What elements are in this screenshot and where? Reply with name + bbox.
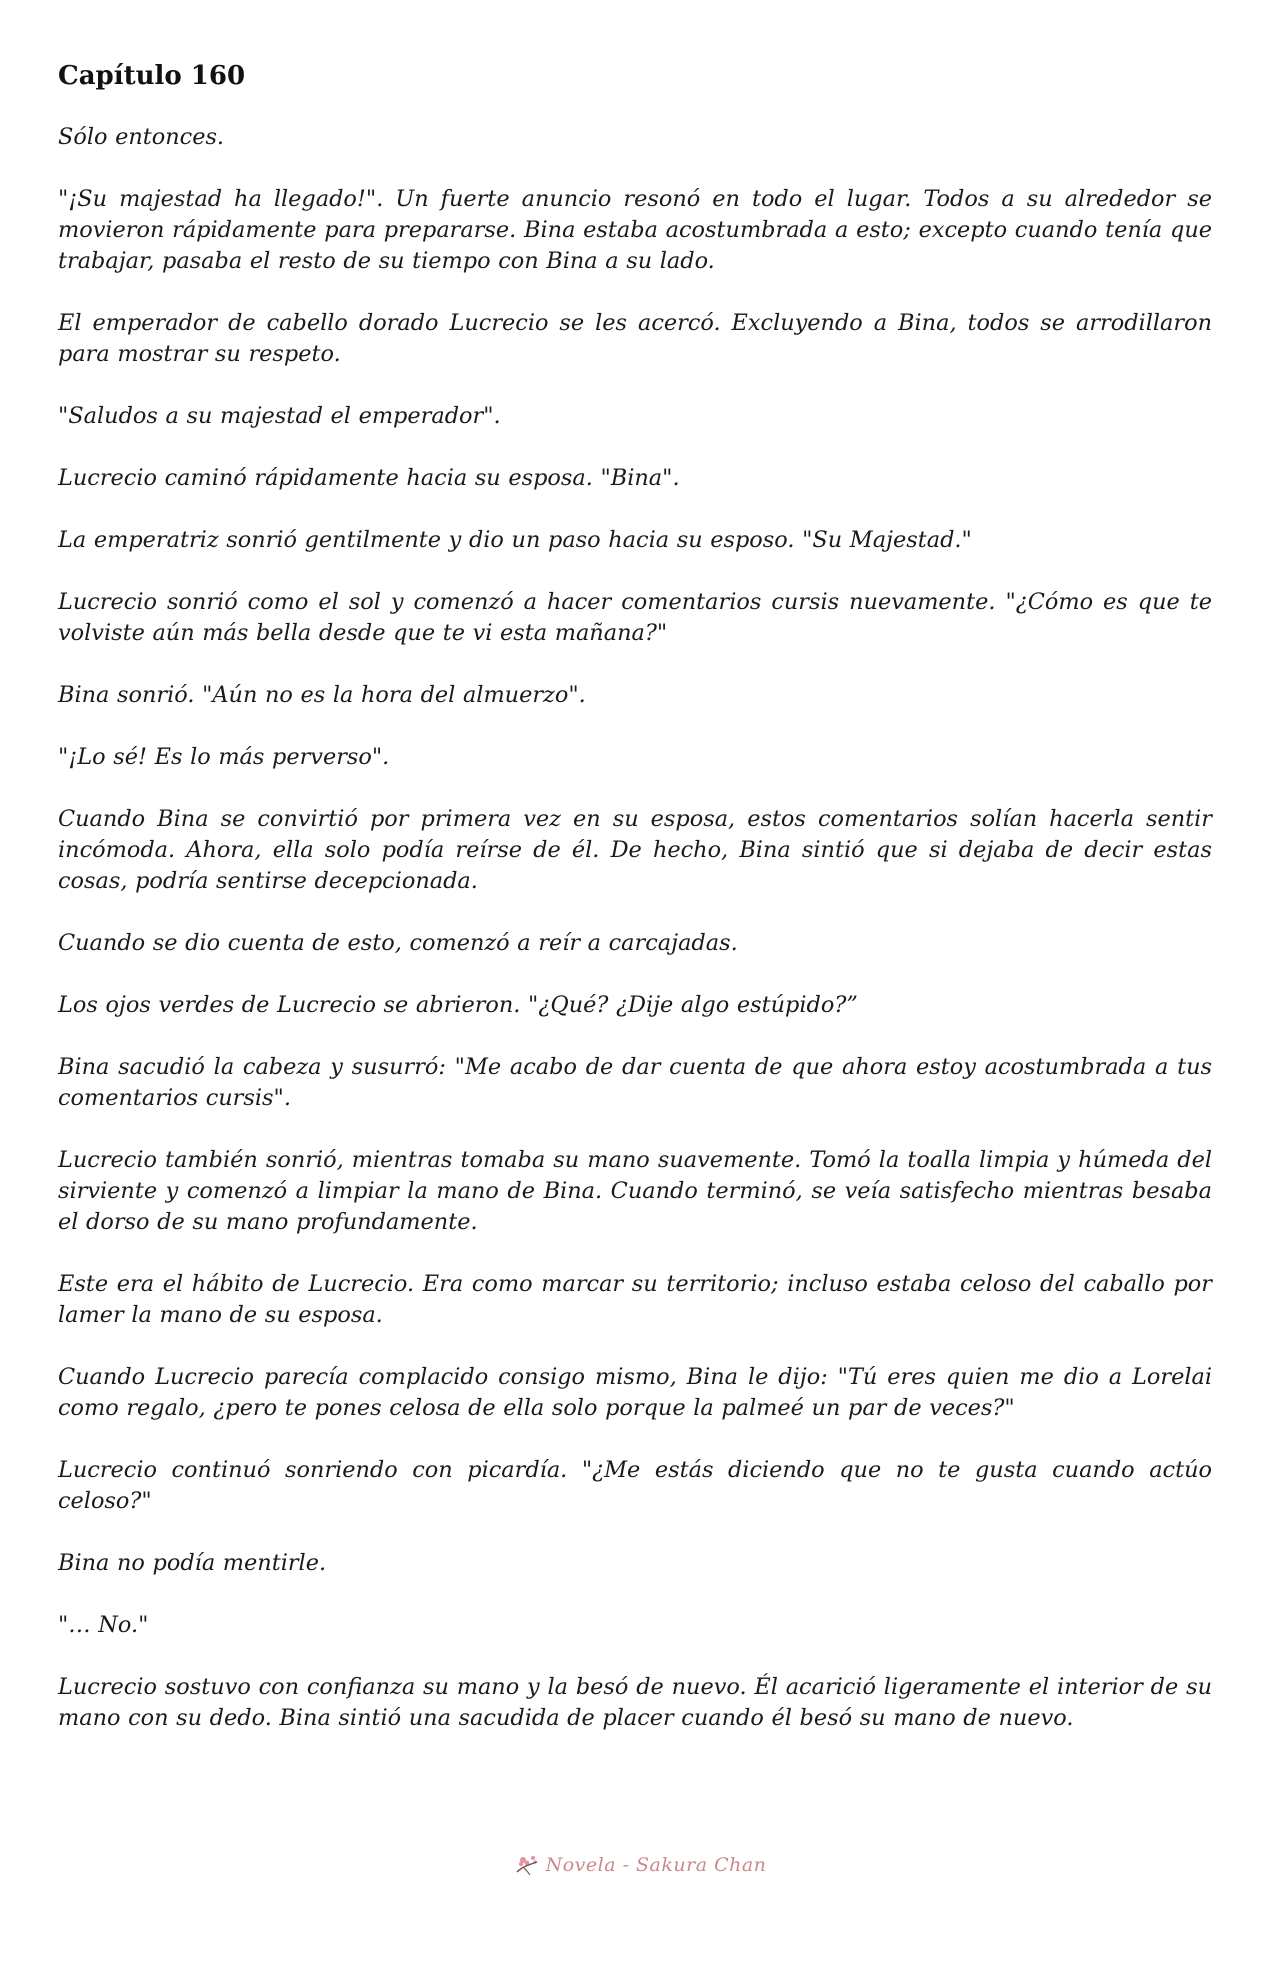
- paragraph: Cuando Bina se convirtió por primera vez en su esposa, estos comentarios solían hacerla sentir incómoda. Ahora, ella solo podía reírse de él. De hecho, Bina sintió que si dejaba de decir estas cosas, podría sentirse decepcionada.: [58, 806, 1212, 894]
- paragraph: Este era el hábito de Lucrecio. Era como marcar su territorio; incluso estaba celoso del caballo por lamer la mano de su esposa.: [58, 1271, 1212, 1328]
- document-page: [58, 56, 1212, 1765]
- paragraph: El emperador de cabello dorado Lucrecio se les acercó. Excluyendo a Bina, todos se arrodillaron para mostrar su respeto.: [58, 310, 1212, 367]
- paragraph: Cuando se dio cuenta de esto, comenzó a reír a carcajadas.: [58, 930, 738, 956]
- paragraph: Sólo entonces.: [58, 124, 225, 150]
- chapter-title: Capítulo 160: [58, 61, 246, 91]
- paragraph: Lucrecio sonrió como el sol y comenzó a hacer comentarios cursis nuevamente. "¿Cómo es que te volviste aún más bella desde que te vi esta mañana?": [58, 589, 1212, 646]
- paragraph: Lucrecio continuó sonriendo con picardía. "¿Me estás diciendo que no te gusta cuando actúo celoso?": [58, 1457, 1212, 1514]
- paragraph: Los ojos verdes de Lucrecio se abrieron. "¿Qué? ¿Dije algo estúpido?”: [58, 992, 858, 1018]
- watermark-text: Novela - Sakura Chan: [545, 1854, 767, 1876]
- sakura-blossom-icon: [514, 1852, 540, 1878]
- paragraph: "… No.": [58, 1612, 149, 1638]
- paragraph: "¡Su majestad ha llegado!". Un fuerte anuncio resonó en todo el lugar. Todos a su alrededor se movieron rápidamente para prepararse. Bina estaba acostumbrada a esto; excepto cuando tenía que trabajar, pasaba el resto de su tiempo con Bina a su lado.: [58, 186, 1212, 274]
- paragraph: Lucrecio sostuvo con confianza su mano y la besó de nuevo. Él acarició ligeramente el interior de su mano con su dedo. Bina sintió una sacudida de placer cuando él besó su mano de nuevo.: [58, 1674, 1212, 1731]
- paragraph: Lucrecio caminó rápidamente hacia su esposa. "Bina".: [58, 465, 680, 491]
- footer-watermark: [0, 1852, 1280, 1878]
- paragraph: Lucrecio también sonrió, mientras tomaba su mano suavemente. Tomó la toalla limpia y húmeda del sirviente y comenzó a limpiar la mano de Bina. Cuando terminó, se veía satisfecho mientras besaba el dorso de su mano profundamente.: [58, 1147, 1212, 1235]
- chapter-body: [58, 122, 1212, 1734]
- paragraph: Bina no podía mentirle.: [58, 1550, 327, 1576]
- paragraph: "¡Lo sé! Es lo más perverso".: [58, 744, 390, 770]
- paragraph: "Saludos a su majestad el emperador".: [58, 403, 501, 429]
- paragraph: Bina sacudió la cabeza y susurró: "Me acabo de dar cuenta de que ahora estoy acostumbrada a tus comentarios cursis".: [58, 1054, 1212, 1111]
- paragraph: Cuando Lucrecio parecía complacido consigo mismo, Bina le dijo: "Tú eres quien me dio a Lorelai como regalo, ¿pero te pones celosa de ella solo porque la palmeé un par de veces?": [58, 1364, 1212, 1421]
- paragraph: La emperatriz sonrió gentilmente y dio un paso hacia su esposo. "Su Majestad.": [58, 527, 972, 553]
- paragraph: Bina sonrió. "Aún no es la hora del almuerzo".: [58, 682, 586, 708]
